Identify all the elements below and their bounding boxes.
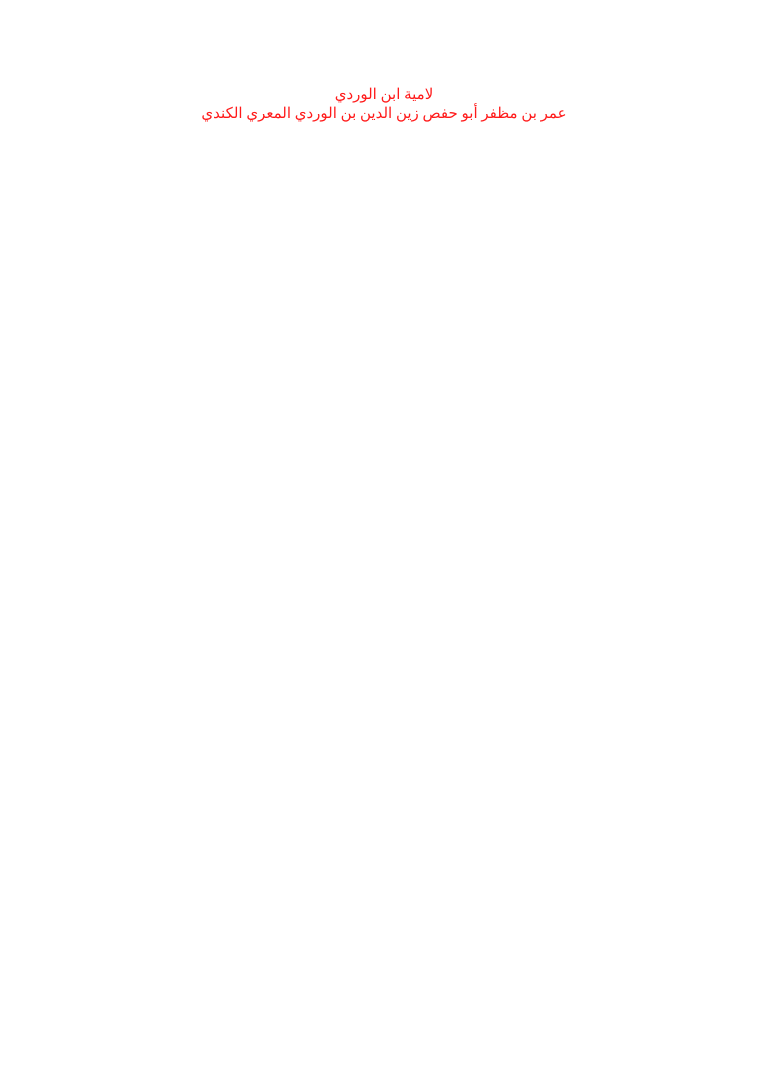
- verse-line: [40, 345, 260, 363]
- verse-line: [386, 864, 586, 882]
- verse-line: [40, 1007, 260, 1025]
- verse-line: [386, 577, 586, 595]
- verse-line: [40, 130, 260, 148]
- verse-line: [40, 202, 260, 220]
- verse-line: [40, 273, 260, 291]
- verse-line: [386, 380, 586, 398]
- verse-line: [40, 667, 260, 685]
- verse-line: [386, 649, 586, 667]
- verse-line: [40, 1042, 260, 1060]
- verse-line: [40, 989, 260, 1007]
- verse-line: [386, 219, 586, 237]
- verse-line: [40, 864, 260, 882]
- verse-line: [386, 1007, 586, 1025]
- poem-header: [0, 86, 768, 124]
- verse-line: [40, 756, 260, 774]
- verse-line: [40, 1025, 260, 1043]
- verse-line: [40, 935, 260, 953]
- verse-line: [386, 559, 586, 577]
- verse-line: [40, 738, 260, 756]
- verse-line: [40, 685, 260, 703]
- verse-line: [386, 273, 586, 291]
- verse-line: [386, 541, 586, 559]
- verse-line: [386, 345, 586, 363]
- verse-line: [40, 792, 260, 810]
- verse-line: [40, 237, 260, 255]
- verse-line: [40, 774, 260, 792]
- verse-line: [386, 774, 586, 792]
- verse-line: [40, 971, 260, 989]
- verse-line: [386, 792, 586, 810]
- verse-column-first-hemistich: [386, 130, 586, 1078]
- verse-line: [386, 1042, 586, 1060]
- verse-line: [40, 846, 260, 864]
- verse-line: [40, 810, 260, 828]
- poem-title: لامية ابن الوردي: [334, 87, 434, 103]
- verse-line: [386, 506, 586, 524]
- verse-line: [386, 935, 586, 953]
- verse-line: [40, 309, 260, 327]
- verse-line: [386, 971, 586, 989]
- verse-line: [40, 720, 260, 738]
- verse-column-second-hemistich: [40, 130, 260, 1078]
- verse-line: [386, 613, 586, 631]
- verse-line: [386, 828, 586, 846]
- verse-line: [386, 255, 586, 273]
- verse-line: [40, 559, 260, 577]
- verse-line: [386, 130, 586, 148]
- verse-line: [40, 595, 260, 613]
- verse-line: [386, 488, 586, 506]
- verse-line: [40, 363, 260, 381]
- verse-line: [386, 1060, 586, 1078]
- verse-line: [40, 488, 260, 506]
- verse-line: [40, 166, 260, 184]
- verse-line: [386, 166, 586, 184]
- verse-line: [386, 756, 586, 774]
- verse-line: [40, 541, 260, 559]
- verse-line: [386, 524, 586, 542]
- verse-line: [40, 398, 260, 416]
- verse-line: [386, 470, 586, 488]
- verse-line: [40, 219, 260, 237]
- verse-line: [40, 380, 260, 398]
- verse-line: [40, 613, 260, 631]
- verse-line: [386, 309, 586, 327]
- poem-author: عمر بن مظفر أبو حفص زين الدين بن الوردي المعري الكندي: [201, 106, 567, 122]
- verse-line: [40, 524, 260, 542]
- verse-line: [386, 953, 586, 971]
- verse-line: [40, 1060, 260, 1078]
- verse-line: [40, 416, 260, 434]
- verse-line: [40, 148, 260, 166]
- verse-line: [40, 631, 260, 649]
- verse-line: [40, 953, 260, 971]
- verse-line: [386, 703, 586, 721]
- verse-line: [386, 917, 586, 935]
- verse-line: [386, 631, 586, 649]
- verse-line: [386, 738, 586, 756]
- verse-line: [386, 595, 586, 613]
- verse-line: [386, 291, 586, 309]
- verse-line: [386, 810, 586, 828]
- verse-line: [386, 434, 586, 452]
- verse-line: [386, 846, 586, 864]
- verse-line: [386, 1025, 586, 1043]
- verse-line: [386, 452, 586, 470]
- verse-line: [386, 899, 586, 917]
- verse-line: [40, 255, 260, 273]
- verse-line: [40, 470, 260, 488]
- verse-line: [40, 899, 260, 917]
- verse-line: [386, 416, 586, 434]
- verse-line: [386, 989, 586, 1007]
- verse-line: [386, 685, 586, 703]
- verse-line: [40, 184, 260, 202]
- verse-line: [386, 720, 586, 738]
- verse-line: [386, 398, 586, 416]
- verse-line: [386, 881, 586, 899]
- verse-line: [40, 649, 260, 667]
- poem-body: [0, 130, 768, 1024]
- verse-line: [386, 363, 586, 381]
- verse-line: [40, 434, 260, 452]
- verse-line: [40, 291, 260, 309]
- verse-line: [386, 184, 586, 202]
- verse-line: [40, 452, 260, 470]
- verse-line: [386, 202, 586, 220]
- verse-line: [40, 917, 260, 935]
- verse-line: [40, 506, 260, 524]
- verse-line: [386, 667, 586, 685]
- verse-line: [40, 828, 260, 846]
- verse-line: [40, 881, 260, 899]
- verse-line: [40, 327, 260, 345]
- verse-line: [386, 327, 586, 345]
- verse-line: [40, 577, 260, 595]
- verse-line: [386, 237, 586, 255]
- verse-line: [386, 148, 586, 166]
- verse-line: [40, 703, 260, 721]
